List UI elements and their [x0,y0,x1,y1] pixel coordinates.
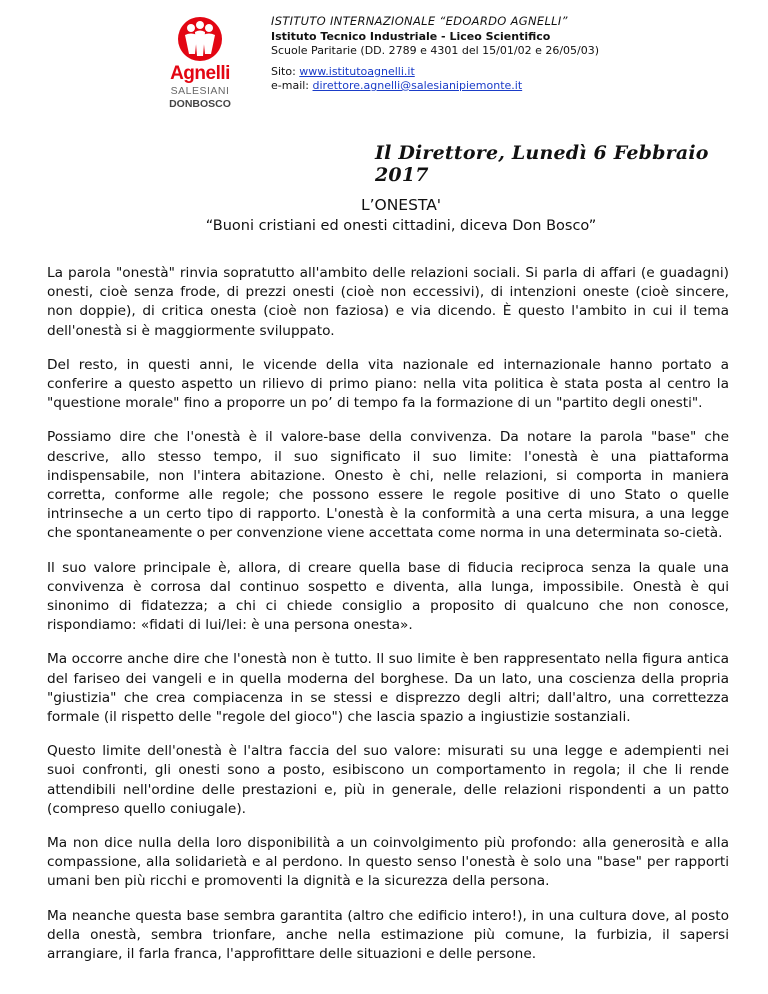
director-date-line: Il Direttore, Lunedì 6 Febbraio 2017 [375,142,709,186]
logo-wordmark: Agnelli [170,63,230,84]
email-line [271,79,599,92]
paragraph: Ma neanche questa base sembra garantita (altro che edificio intero!), in una cultura dove, al posto della onestà, sembra trionfare, anche nella estimazione più comune, la furbizia, il sapersi arrangiare, il farla franca, l'approfittare delle situazioni e delle persone. [47,907,729,963]
paragraph: Il suo valore principale è, allora, di creare quella base di fiducia reciproca senza la quale una convivenza è corrosa dal continuo sospetto e diventa, alla lunga, impossibile. Onestà è qui sinonimo di fidatezza; a chi ci chiede consiglio a proposito di qualcuno che non conosce, rispondiamo: «fidati di lui/lei: è una persona onesta». [47,559,729,634]
site-link[interactable]: www.istitutoagnelli.it [299,65,415,78]
institute-decrees: Scuole Paritarie (DD. 2789 e 4301 del 15/01/02 e 26/05/03) [271,44,600,57]
letterhead [0,0,768,120]
institute-name: ISTITUTO INTERNAZIONALE “EDOARDO AGNELLI” [271,14,568,28]
site-line [271,65,599,78]
paragraph: Del resto, in questi anni, le vicende della vita nazionale ed internazionale hanno portato a conferire a questo aspetto un rilievo di primo piano: nella vita politica è stata posta al centro la "questione morale" fino a proporre un po’ di tempo fa la formazione di un "partito degli onesti". [47,356,729,412]
institute-type: Istituto Tecnico Industriale - Liceo Scientifico [271,30,551,43]
page-subtitle: “Buoni cristiani ed onesti cittadini, diceva Don Bosco” [205,218,597,234]
paragraph: Possiamo dire che l'onestà è il valore-base della convivenza. Da notare la parola "base" che descrive, allo stesso tempo, il suo significato il suo limite: l'onestà è una piattaforma indispensabile, non l'intera abitazione. Onesto è chi, nelle relazioni, si comporta in maniera corretta, conforme alle regole; che possono essere le regole positive di uno Stato o quelle intrinseche a un certo tipo di rapporto. L'onestà è la conformità a una certa misura, a una legge che spontaneamente o per convenzione viene accettata come norma in una determinata so-cietà. [47,429,729,542]
page-title: L’ONESTA' [360,196,442,214]
email-label: e-mail: [271,79,313,92]
logo-subtitle-2: DONBOSCO [169,98,231,110]
article-body [47,264,729,979]
paragraph: Questo limite dell'onestà è l'altra faccia del suo valore: misurati su una legge e adempienti nei suoi confronti, gli onesti sono a posto, esibiscono un comportamento in regola; il che li rende attendibili nell'ordine delle prestazioni e, più in generale, delle relazioni rispondenti a un patto (compreso quello coniugale). [47,743,729,817]
paragraph: Ma non dice nulla della loro disponibilità a un coinvolgimento più profondo: alla generosità e alla compassione, alla solidarietà e al perdono. In questo senso l'onestà è solo una "base" per rapporti umani ben più ricchi e promoventi la dignità e la sicurezza della persona. [47,835,729,890]
logo-subtitle: SALESIANI [170,85,230,97]
institute-info [271,14,599,92]
agnelli-logo [148,14,252,114]
email-link[interactable]: direttore.agnelli@salesianipiemonte.it [312,79,523,92]
agnelli-emblem-icon [148,14,252,64]
site-label: Sito: [271,65,300,78]
paragraph: Ma occorre anche dire che l'onestà non è tutto. Il suo limite è ben rappresentato nella figura antica del fariseo dei vangeli e in quella moderna del borghese. Da un lato, una coscienza della propria "giustizia" che crea compiacenza in se stessi e disprezzo degli altri; dall'altro, una correttezza formale (il rispetto delle "regole del gioco") che lascia spazio a ingiustizie sostanziali. [47,651,729,726]
paragraph: La parola "onestà" rinvia sopratutto all'ambito delle relazioni sociali. Si parla di affari (e guadagni) onesti, cioè senza frode, di prezzi onesti (cioè non eccessivi), di intenzioni oneste (cioè sincere, non doppie), di critica onesta (cioè non faziosa) e via dicendo. È questo l'ambito in cui il tema dell'onestà si è maggiormente sviluppato. [47,265,729,339]
